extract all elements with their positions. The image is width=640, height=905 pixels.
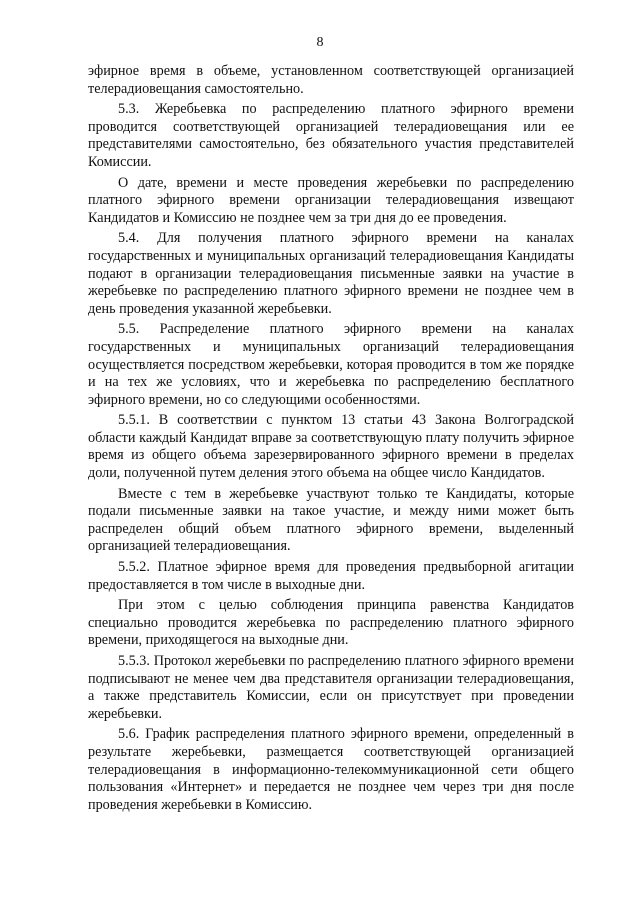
paragraph-5-5-1-note: Вместе с тем в жеребьевке участвуют только те Кандидаты, которые подали письменные заявки на такое участие, и между ними может быть распределен общий объем платного эфирного времени, выделенный организацией телерадиовещания. xyxy=(88,485,574,555)
paragraph-5-5-2: 5.5.2. Платное эфирное время для проведения предвыборной агитации предоставляется в том числе в выходные дни. xyxy=(88,559,574,593)
paragraph-5-5-1: 5.5.1. В соответствии с пунктом 13 статьи 43 Закона Волгоградской области каждый Кандидат вправе за соответствующую плату получить эфирное время из общего объема зарезервированного эфирного времени в пределах доли, полученной путем деления этого объема на общее число Кандидатов. xyxy=(88,412,574,482)
paragraph-5-3-notice: О дате, времени и месте проведения жеребьевки по распределению платного эфирного времени организации телерадиовещания извещают Кандидатов и Комиссию не позднее чем за три дня до ее проведения. xyxy=(88,174,574,226)
paragraph-5-3: 5.3. Жеребьевка по распределению платного эфирного времени проводится соответствующей организацией телерадиовещания или ее представителями самостоятельно, без обязательного участия представителей Комиссии. xyxy=(88,101,574,170)
paragraph-continuation: эфирное время в объеме, установленном соответствующей организацией телерадиовещания самостоятельно. xyxy=(88,63,574,97)
paragraph-5-4: 5.4. Для получения платного эфирного времени на каналах государственных и муниципальных организаций телерадиовещания Кандидаты подают в организации телерадиовещания письменные заявки на участие в жеребьевке по распределению платного эфирного времени не позднее чем в день проведения указанной жеребьевки. xyxy=(88,230,574,317)
paragraph-5-5-2-note: При этом с целью соблюдения принципа равенства Кандидатов специально проводится жеребьевка по распределению платного эфирного времени, приходящегося на выходные дни. xyxy=(88,597,574,649)
paragraph-5-5: 5.5. Распределение платного эфирного времени на каналах государственных и муниципальных организаций телерадиовещания осуществляется посредством жеребьевки, которая проводится в том же порядке и на тех же условиях, что и жеребьевка по распределению бесплатного эфирного времени, но со следующими особенностями. xyxy=(88,321,574,408)
paragraph-5-5-3: 5.5.3. Протокол жеребьевки по распределению платного эфирного времени подписывают не менее чем два представителя организации телерадиовещания, а также представитель Комиссии, если он присутствует при проведении жеребьевки. xyxy=(88,653,574,722)
page-number: 8 xyxy=(316,35,324,50)
document-body xyxy=(88,63,574,817)
paragraph-5-6: 5.6. График распределения платного эфирного времени, определенный в результате жеребьевки, размещается соответствующей организацией телерадиовещания в информационно-телекоммуникационной сети общего пользования «Интернет» и передается не позднее чем через три дня после проведения жеребьевки в Комиссию. xyxy=(88,726,574,813)
